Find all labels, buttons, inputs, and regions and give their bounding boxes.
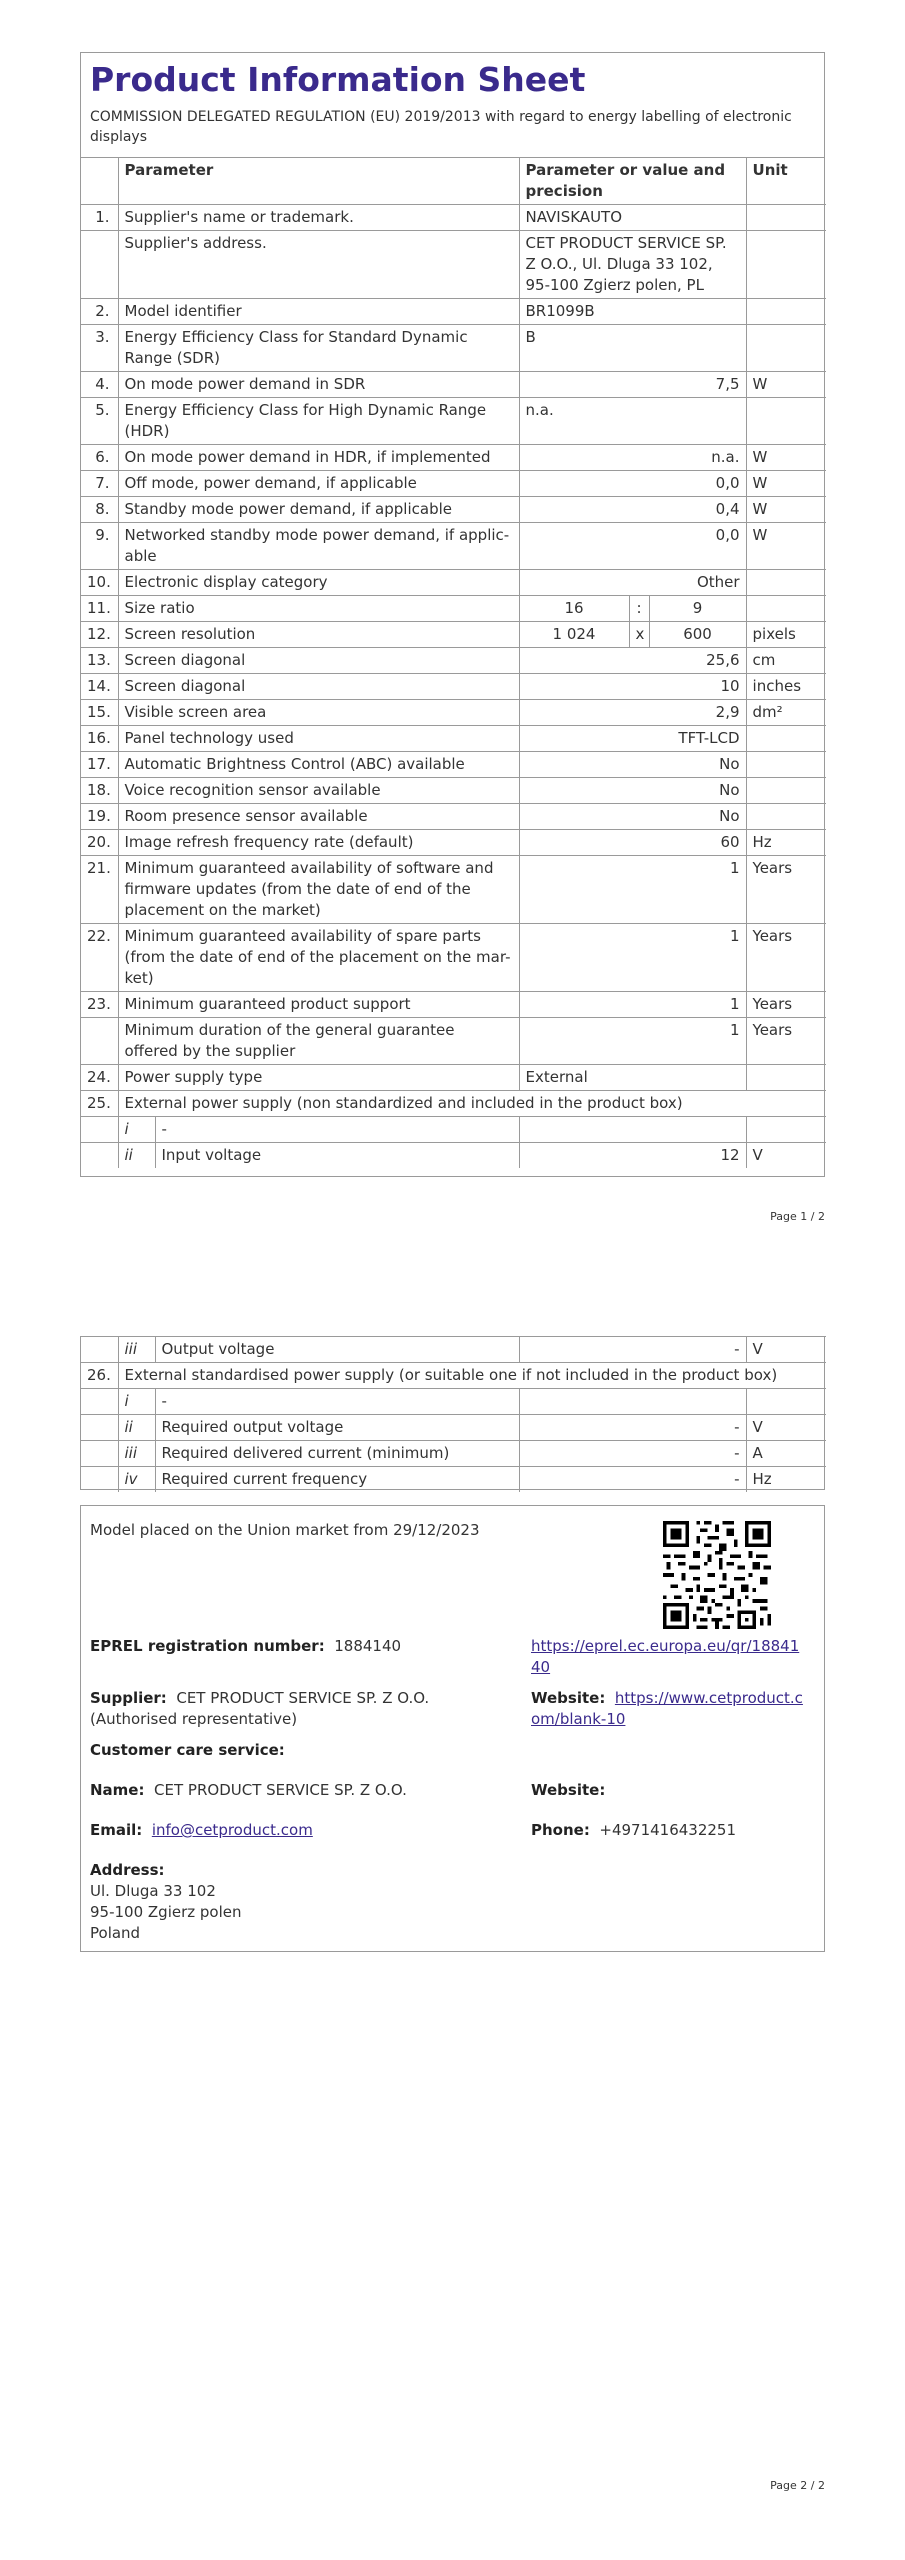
row-number: 13. [81,648,118,674]
row-label: Minimum guaranteed product support [118,992,519,1018]
product-sheet-page2 [80,1336,825,1490]
subrow-unit: Hz [746,1467,826,1493]
table-row [81,856,826,924]
table-row [81,778,826,804]
row-label: External standardised power supply (or suitable one if not included in the product box) [118,1363,826,1389]
row-unit: Years [746,924,826,992]
row-unit [746,804,826,830]
row-label: Model identifier [118,299,519,325]
market-date-text: Model placed on the Union market from 29/12/2023 [90,1521,480,1539]
row-value: n.a. [519,445,746,471]
table-row [81,804,826,830]
supplier-row [90,1688,510,1730]
subrow-value: - [519,1467,746,1493]
qr-code-icon[interactable] [663,1521,771,1629]
eprel-label: EPREL registration number: [90,1637,325,1655]
table-row [81,674,826,700]
regulation-subtitle: COMMISSION DELEGATED REGULATION (EU) 2019/2013 with regard to energy labelling of electronic displays [90,109,792,145]
resolution-height: 600 [649,622,746,648]
subrow-index: i [118,1389,155,1415]
row-label: On mode power demand in HDR, if implemented [118,445,519,471]
subrow-label: Required delivered current (minimum) [155,1441,519,1467]
row-label: Screen resolution [118,622,519,648]
subrow-index: iii [118,1337,155,1363]
table-row [81,570,826,596]
row-label: Minimum guaranteed availability of spare parts (from the date of end of the placement on the mar- ket) [118,924,519,992]
row-unit [746,752,826,778]
row-number: 9. [81,523,118,570]
table-row [81,325,826,372]
row-number: 4. [81,372,118,398]
row-value: B [519,325,746,372]
subrow-index: i [118,1117,155,1143]
table-subrow [81,1467,826,1493]
table-row [81,992,826,1018]
table-subrow [81,1415,826,1441]
row-label: On mode power demand in SDR [118,372,519,398]
table-row [81,622,826,648]
row-label: Image refresh frequency rate (default) [118,830,519,856]
row-label: Minimum guaranteed availability of software and firmware updates (from the date of end of the placement on the market) [118,856,519,924]
subrow-unit: A [746,1441,826,1467]
row-number: 26. [81,1363,118,1389]
email-label: Email: [90,1821,143,1839]
table-subrow [81,1143,826,1169]
row-number: 23. [81,992,118,1018]
row-number: 17. [81,752,118,778]
row-value: 1 [519,992,746,1018]
row-unit: pixels [746,622,826,648]
subrow-unit: V [746,1337,826,1363]
phone-label: Phone: [531,1821,590,1839]
row-value: BR1099B [519,299,746,325]
table-row [81,445,826,471]
row-number: 6. [81,445,118,471]
subrow-label: Required output voltage [155,1415,519,1441]
customer-care-heading [90,1740,285,1761]
page-number-1: Page 1 / 2 [770,1210,825,1223]
row-number: 24. [81,1065,118,1091]
row-number: 22. [81,924,118,992]
row-label: Visible screen area [118,700,519,726]
care-name-row [90,1780,407,1801]
subrow-index: ii [118,1143,155,1169]
table-row [81,726,826,752]
row-label: Room presence sensor available [118,804,519,830]
row-unit: inches [746,674,826,700]
email-link[interactable]: info@cetproduct.com [151,1821,313,1839]
email-row [90,1820,313,1841]
row-number: 19. [81,804,118,830]
table-row [81,752,826,778]
row-label: Off mode, power demand, if applicable [118,471,519,497]
page-number-2: Page 2 / 2 [770,2479,825,2492]
row-label: Size ratio [118,596,519,622]
row-unit: W [746,497,826,523]
table-row [81,648,826,674]
website-label: Website: [531,1689,606,1707]
table-row [81,700,826,726]
table-row [81,1018,826,1065]
column-header-value: Parameter or value and precision [519,158,746,205]
table-row [81,299,826,325]
table-row [81,596,826,622]
row-label: Voice recognition sensor available [118,778,519,804]
eprel-link[interactable]: https://eprel.ec.europa.eu/qr/1884140 [531,1637,800,1676]
row-number: 2. [81,299,118,325]
subrow-label: - [155,1389,519,1415]
subrow-unit: V [746,1143,826,1169]
row-value: 1 [519,856,746,924]
parameters-table-continued [81,1336,826,1492]
row-label: Screen diagonal [118,674,519,700]
row-number [81,231,118,299]
name-label: Name: [90,1781,145,1799]
row-unit: dm² [746,700,826,726]
row-number: 16. [81,726,118,752]
row-label: Screen diagonal [118,648,519,674]
table-row [81,231,826,299]
row-label: External power supply (non standardized and included in the product box) [118,1091,826,1117]
table-row [81,924,826,992]
page-title: Product Information Sheet [90,60,586,99]
row-value: 2,9 [519,700,746,726]
row-value: 1 [519,1018,746,1065]
table-row [81,205,826,231]
row-label: Energy Efficiency Class for High Dynamic Range (HDR) [118,398,519,445]
ratio-width: 16 [519,596,629,622]
sheet-header [81,53,824,158]
row-unit: Years [746,992,826,1018]
row-number: 7. [81,471,118,497]
row-number: 11. [81,596,118,622]
row-value: 0,0 [519,523,746,570]
row-number: 21. [81,856,118,924]
table-row [81,471,826,497]
row-unit [746,398,826,445]
address-line-2: 95-100 Zgierz polen [90,1903,242,1921]
table-subrow [81,1389,826,1415]
customer-care-label: Customer care service: [90,1741,285,1759]
subrow-unit: V [746,1415,826,1441]
phone-value: +4971416432251 [599,1821,737,1839]
row-number: 3. [81,325,118,372]
row-value: No [519,804,746,830]
product-sheet-page1 [80,52,825,1177]
supplier-website-link[interactable]: https://www.cetproduct.com/blank-10 [531,1689,803,1728]
ratio-height: 9 [649,596,746,622]
row-unit [746,205,826,231]
row-value: 60 [519,830,746,856]
table-row [81,497,826,523]
row-unit [746,596,826,622]
row-value: 10 [519,674,746,700]
ratio-separator: : [629,596,649,622]
row-unit [746,299,826,325]
resolution-separator: x [629,622,649,648]
row-label: Networked standby mode power demand, if applic- able [118,523,519,570]
row-unit: Hz [746,830,826,856]
row-number: 8. [81,497,118,523]
subrow-label: Output voltage [155,1337,519,1363]
parameters-table [81,158,826,1168]
subrow-index: iv [118,1467,155,1493]
address-block [90,1860,242,1944]
row-value: 25,6 [519,648,746,674]
subrow-value: - [519,1415,746,1441]
row-value: 1 [519,924,746,992]
row-unit: W [746,523,826,570]
table-subrow [81,1337,826,1363]
row-value: Other [519,570,746,596]
eprel-number: 1884140 [334,1637,402,1655]
row-number: 14. [81,674,118,700]
row-label: Supplier's name or trademark. [118,205,519,231]
row-unit: Years [746,856,826,924]
row-number: 12. [81,622,118,648]
care-website-label: Website: [531,1781,606,1799]
row-label: Supplier's address. [118,231,519,299]
row-number: 18. [81,778,118,804]
subrow-label: Required current frequency [155,1467,519,1493]
row-value: External [519,1065,746,1091]
row-unit [746,325,826,372]
row-unit: Years [746,1018,826,1065]
row-value: 0,0 [519,471,746,497]
row-unit [746,726,826,752]
name-value: CET PRODUCT SERVICE SP. Z O.O. [154,1781,407,1799]
subrow-index: iii [118,1441,155,1467]
row-unit [746,1065,826,1091]
supplier-value: CET PRODUCT SERVICE SP. Z O.O. (Authorised representative) [90,1689,430,1728]
table-row [81,1363,826,1389]
row-unit [746,231,826,299]
supplier-website-row [531,1688,811,1730]
row-value: n.a. [519,398,746,445]
row-number: 10. [81,570,118,596]
row-label: Panel technology used [118,726,519,752]
row-value: 7,5 [519,372,746,398]
row-unit: cm [746,648,826,674]
subrow-value: - [519,1441,746,1467]
table-row [81,830,826,856]
row-label: Energy Efficiency Class for Standard Dynamic Range (SDR) [118,325,519,372]
row-number: 5. [81,398,118,445]
subrow-value: - [519,1337,746,1363]
row-number: 20. [81,830,118,856]
row-number: 1. [81,205,118,231]
table-header-row [81,158,826,205]
table-row [81,372,826,398]
column-header-unit: Unit [746,158,826,205]
row-value: No [519,752,746,778]
row-label: Minimum duration of the general guarantee offered by the supplier [118,1018,519,1065]
row-unit: W [746,445,826,471]
row-label: Automatic Brightness Control (ABC) available [118,752,519,778]
row-number: 15. [81,700,118,726]
row-unit: W [746,372,826,398]
address-line-1: Ul. Dluga 33 102 [90,1882,216,1900]
column-header-parameter: Parameter [118,158,519,205]
phone-row [531,1820,736,1841]
table-subrow [81,1441,826,1467]
address-line-3: Poland [90,1924,141,1942]
address-label: Address: [90,1861,165,1879]
row-label: Electronic display category [118,570,519,596]
table-row [81,1091,826,1117]
table-row [81,398,826,445]
supplier-info-box [80,1505,825,1952]
row-number: 25. [81,1091,118,1117]
row-number [81,1018,118,1065]
row-unit [746,570,826,596]
table-row [81,523,826,570]
subrow-index: ii [118,1415,155,1441]
row-label: Standby mode power demand, if applicable [118,497,519,523]
table-row [81,1065,826,1091]
resolution-width: 1 024 [519,622,629,648]
care-website-row [531,1780,605,1801]
table-subrow [81,1117,826,1143]
supplier-label: Supplier: [90,1689,167,1707]
row-value: 0,4 [519,497,746,523]
subrow-label: - [155,1117,519,1143]
row-value: CET PRODUCT SERVICE SP. Z O.O., Ul. Dluga 33 102, 95-100 Zgierz polen, PL [519,231,746,299]
row-value: NAVISKAUTO [519,205,746,231]
subrow-label: Input voltage [155,1143,519,1169]
eprel-row [90,1636,401,1657]
row-label: Power supply type [118,1065,519,1091]
row-unit [746,778,826,804]
row-value: No [519,778,746,804]
row-unit: W [746,471,826,497]
row-value: TFT-LCD [519,726,746,752]
subrow-value: 12 [519,1143,746,1169]
